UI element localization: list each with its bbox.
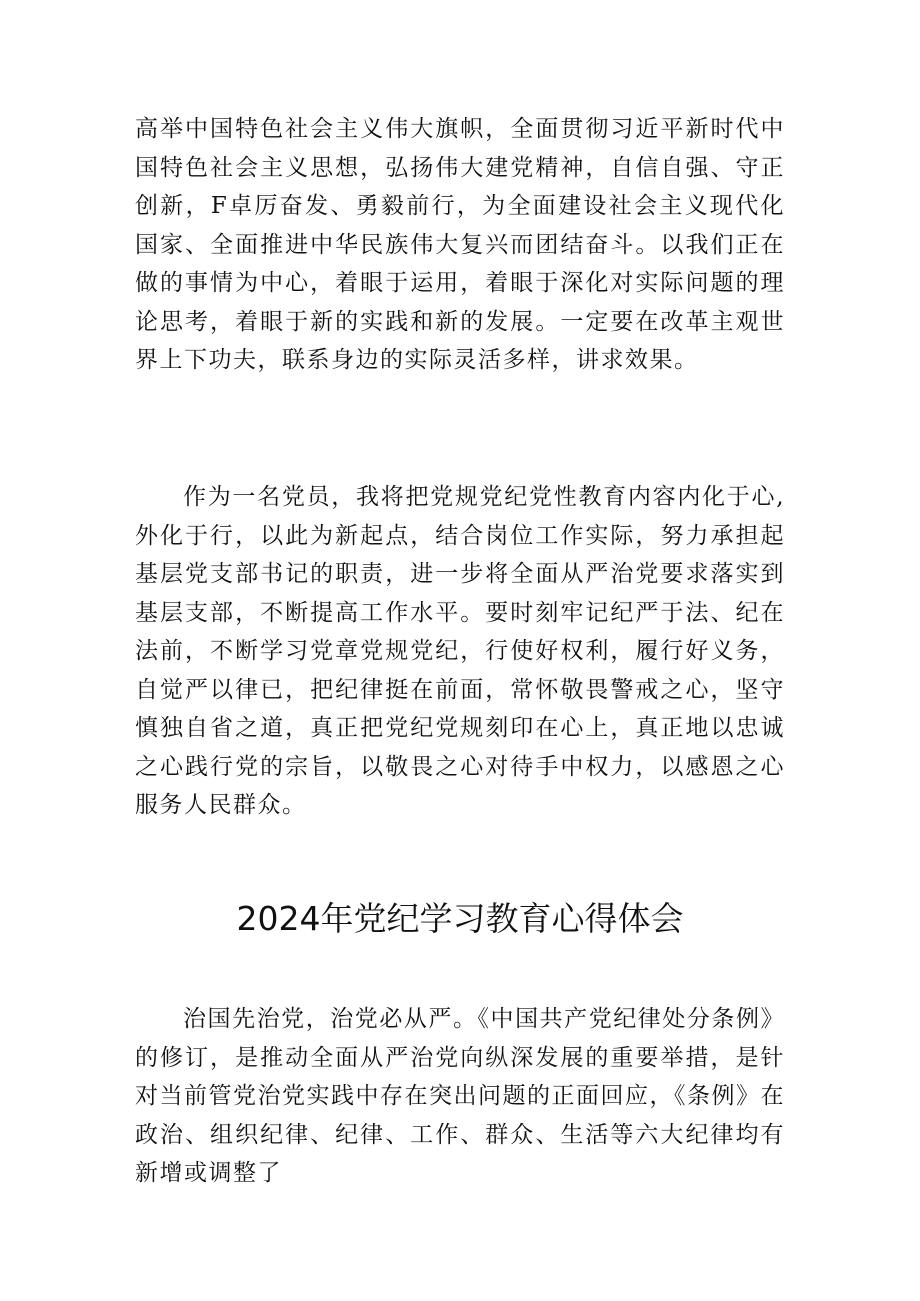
body-paragraph: 治国先治党，治党必从严。《中国共产党纪律处分条例》的修订，是推动全面从严治党向纵深发展的重要举措，是针对当前管党治党实践中存在突出问题的正面回应，《条例》在政治、组织纪律、纪律、工作、群众、生活等六大纪律均有新增或调整了	[135, 1006, 785, 1186]
section-heading: 2024年党纪学习教育心得体会	[236, 899, 684, 938]
body-paragraph: 高举中国特色社会主义伟大旗帜，全面贯彻习近平新时代中国特色社会主义思想，弘扬伟大建党精神，自信自强、守正创新，F卓厉奋发、勇毅前行，为全面建设社会主义现代化国家、全面推进中华民族伟大复兴而团结奋斗。以我们正在做的事情为中心，着眼于运用，着眼于深化对实际问题的理论思考，着眼于新的实践和新的发展。一定要在改革主观世界上下功夫，联系身边的实际灵活多样，讲求效果。	[135, 116, 785, 373]
body-paragraph: 作为一名党员，我将把党规党纪党性教育内容内化于心,外化于行，以此为新起点，结合岗位工作实际，努力承担起基层党支部书记的职责，进一步将全面从严治党要求落实到基层支部，不断提高工作水平。要时刻牢记纪严于法、纪在法前，不断学习党章党规党纪，行使好权利，履行好义务，自觉严以律已，把纪律挺在前面，常怀敬畏警戒之心，坚守慎独自省之道，真正把党纪党规刻印在心上，真正地以忠诚之心践行党的宗旨，以敬畏之心对待手中权力，以感恩之心服务人民群众。	[135, 484, 785, 818]
